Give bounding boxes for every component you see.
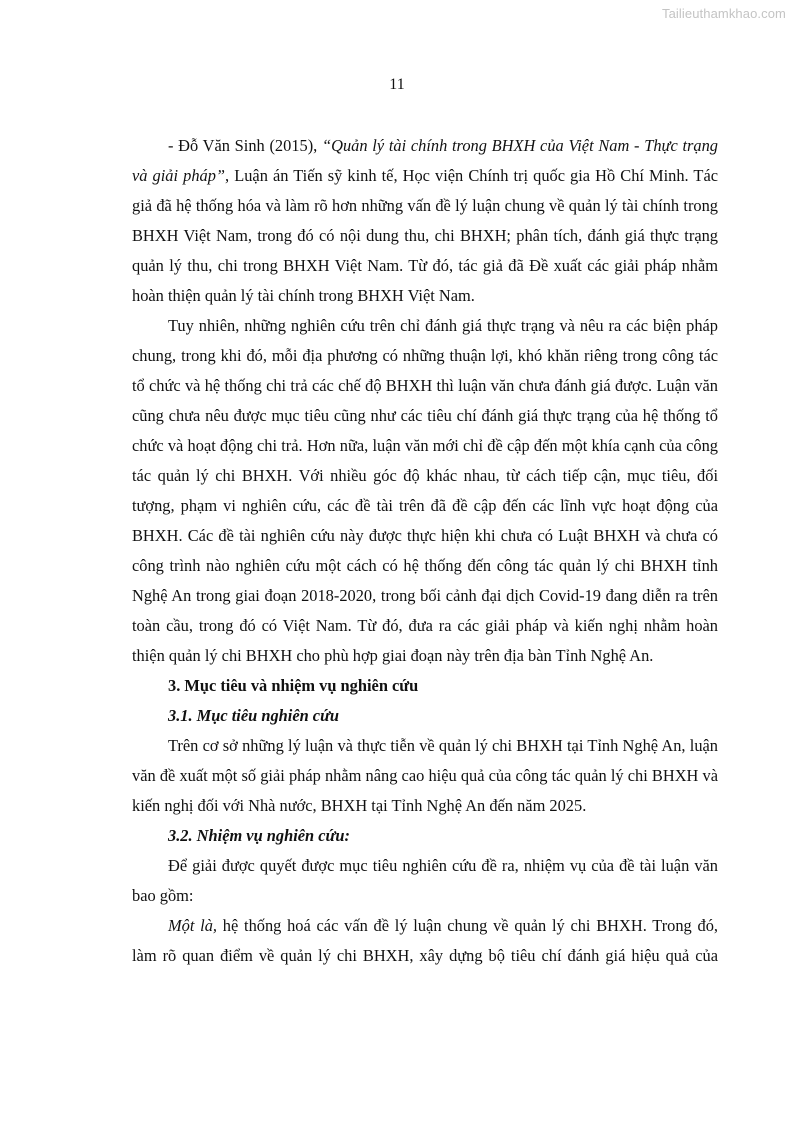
page-number: 11 xyxy=(389,76,405,93)
task-one-lead: Một là, xyxy=(168,916,218,935)
reference-description: , Luận án Tiến sỹ kinh tế, Học viện Chính trị quốc gia Hồ Chí Minh. Tác giả đã hệ thống hóa và làm rõ hơn những vấn đề lý luận chung về quản lý tài chính trong BHXH Việt Nam, trong đó có nội dung thu, chi BHXH; phân tích, đánh giá thực trạng quản lý thu, chi trong BHXH Việt Nam. Từ đó, tác giả đã Đề xuất các giải pháp nhằm hoàn thiện quản lý tài chính trong BHXH Việt Nam. xyxy=(132,166,718,305)
watermark: Tailieuthamkhao.com xyxy=(661,6,786,21)
paragraph-research-gap: Tuy nhiên, những nghiên cứu trên chỉ đánh giá thực trạng và nêu ra các biện pháp chung, trong khi đó, mỗi địa phương có những thuận lợi, khó khăn riêng trong công tác tổ chức và hệ thống chi trả các chế độ BHXH thì luận văn chưa đánh giá được. Luận văn cũng chưa nêu được mục tiêu cũng như các tiêu chí đánh giá thực trạng của hệ thống tổ chức và hoạt động chi trả. Hơn nữa, luận văn mới chỉ đề cập đến một khía cạnh của công tác quản lý chi BHXH. Với nhiều góc độ khác nhau, từ cách tiếp cận, mục tiêu, đối tượng, phạm vi nghiên cứu, các đề tài trên đã đề cập đến các lĩnh vực hoạt động của BHXH. Các đề tài nghiên cứu này được thực hiện khi chưa có Luật BHXH và chưa có công trình nào nghiên cứu một cách có hệ thống đến công tác quản lý chi BHXH tỉnh Nghệ An trong giai đoạn 2018-2020, trong bối cảnh đại dịch Covid-19 đang diễn ra trên toàn cầu, trong đó có Việt Nam. Từ đó, đưa ra các giải pháp và kiến nghị nhằm hoàn thiện quản lý chi BHXH cho phù hợp giai đoạn này trên địa bàn Tỉnh Nghệ An. xyxy=(132,316,718,665)
reference-author: - Đỗ Văn Sinh (2015), xyxy=(168,136,322,155)
document-body xyxy=(132,131,718,971)
subsection-heading-tasks: 3.2. Nhiệm vụ nghiên cứu: xyxy=(168,826,350,845)
section-heading-objectives: 3. Mục tiêu và nhiệm vụ nghiên cứu xyxy=(168,676,419,695)
paragraph-task-one xyxy=(132,911,718,971)
paragraph-tasks-intro: Để giải được quyết được mục tiêu nghiên cứu đề ra, nhiệm vụ của đề tài luận văn bao gồm: xyxy=(132,856,718,905)
task-one-text: hệ thống hoá các vấn đề lý luận chung về quản lý chi BHXH. Trong đó, làm rõ quan điểm về quản lý chi BHXH, xây dựng bộ tiêu chí đánh giá hiệu quả của xyxy=(132,916,718,965)
reference-title: “Quản lý tài chính trong BHXH của Việt Nam - Thực trạng và giải pháp” xyxy=(132,136,718,185)
paragraph-reference xyxy=(132,131,718,311)
paragraph-goal: Trên cơ sở những lý luận và thực tiễn về quản lý chi BHXH tại Tỉnh Nghệ An, luận văn đề xuất một số giải pháp nhằm nâng cao hiệu quả của công tác quản lý chi BHXH và kiến nghị đối với Nhà nước, BHXH tại Tỉnh Nghệ An đến năm 2025. xyxy=(132,736,718,815)
subsection-heading-goal: 3.1. Mục tiêu nghiên cứu xyxy=(168,706,340,725)
